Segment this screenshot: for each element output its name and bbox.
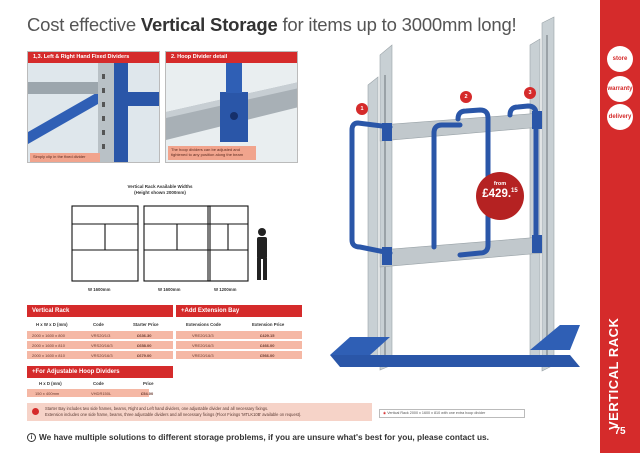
detail-heading: 1,3. Left & Right Hand Fixed Dividers <box>28 52 159 63</box>
table-heading: Vertical Rack <box>27 305 173 317</box>
vertical-rack-table <box>27 305 173 361</box>
marker-2: 2 <box>460 91 472 103</box>
hoop-dividers-table <box>27 366 173 399</box>
diagram-heading: Vertical Rack Available Widths (Height shown 2000mm) <box>127 184 193 195</box>
product-notes: Starter Bay includes two side frames, beams, Right and Left hand dividers, one adjustable divider and all necessary fixings. Extension includes one side frame, beams, three adjustable dividers and all necessary fixings (Floor Fixings 'MTLK10B' available on request). <box>27 403 372 421</box>
fixed-dividers-photo <box>27 51 160 163</box>
column-header: Starter Price <box>133 322 159 327</box>
column-header: Extensions Code <box>186 322 221 327</box>
person-silhouette-icon <box>257 228 267 280</box>
widths-diagram <box>60 200 290 295</box>
table-row: VRE20/13/3 £429.15 <box>176 331 302 339</box>
table-row: VRE20/16/3 £566.00 <box>176 351 302 359</box>
width-label: W 1600mm <box>158 287 181 292</box>
table-row: VRE20/16/3 £466.00 <box>176 341 302 349</box>
column-header: Extension Price <box>252 322 285 327</box>
table-row: 150 x 400mm VHDR150L £54.00 <box>27 389 149 397</box>
vertical-rack-photo <box>330 15 592 410</box>
table-heading: +For Adjustable Hoop Dividers <box>27 366 173 378</box>
delivery-icon: delivery <box>607 104 633 130</box>
photo-caption: ◉ Vertical Rack 2000 x 1600 x 810 with one extra hoop divider <box>379 409 525 418</box>
hoop-divider-photo <box>165 51 298 163</box>
marker-3: 3 <box>524 87 536 99</box>
info-icon <box>32 408 39 415</box>
width-label: W 1600mm <box>88 287 111 292</box>
column-header: Code <box>93 322 104 327</box>
detail-caption: The hoop dividers can be adjusted and tightened to any position along the beam <box>168 146 256 160</box>
detail-heading: 2. Hoop Divider detail <box>166 52 297 63</box>
width-label: W 1200mm <box>214 287 237 292</box>
table-heading: +Add Extension Bay <box>176 305 302 317</box>
fixed-divider-illustration <box>28 52 160 163</box>
extension-bay-table <box>176 305 302 361</box>
page-title: Cost effective Vertical Storage for items up to 3000mm long! <box>27 14 517 35</box>
store-icon: store <box>607 46 633 72</box>
column-header: H x D (mm) <box>39 381 62 386</box>
table-row: 2000 x 1600 x 810 VRS20/16/3 £679.00 <box>27 351 173 359</box>
column-header: Code <box>93 381 104 386</box>
price-badge: from £429.15 <box>476 172 524 220</box>
marker-1: 1 <box>356 103 368 115</box>
column-header: H x W x D (mm) <box>36 322 68 327</box>
info-circle-icon: i <box>27 433 36 442</box>
page-number: 75 <box>614 426 626 437</box>
footer-message: i We have multiple solutions to different storage problems, if you are unsure what's best for you, please contact us. <box>27 432 489 442</box>
section-label: VERTICAL RACK <box>606 317 621 430</box>
table-row: 2000 x 1600 x 810 VRS20/16/3 £658.00 <box>27 341 173 349</box>
column-header: Price <box>143 381 154 386</box>
table-row: 2000 x 1600 x 800 VRS20/1/3 £636.30 <box>27 331 173 339</box>
warranty-icon: warranty <box>607 76 633 102</box>
detail-caption: Simply clip in the fixed divider <box>30 153 100 162</box>
